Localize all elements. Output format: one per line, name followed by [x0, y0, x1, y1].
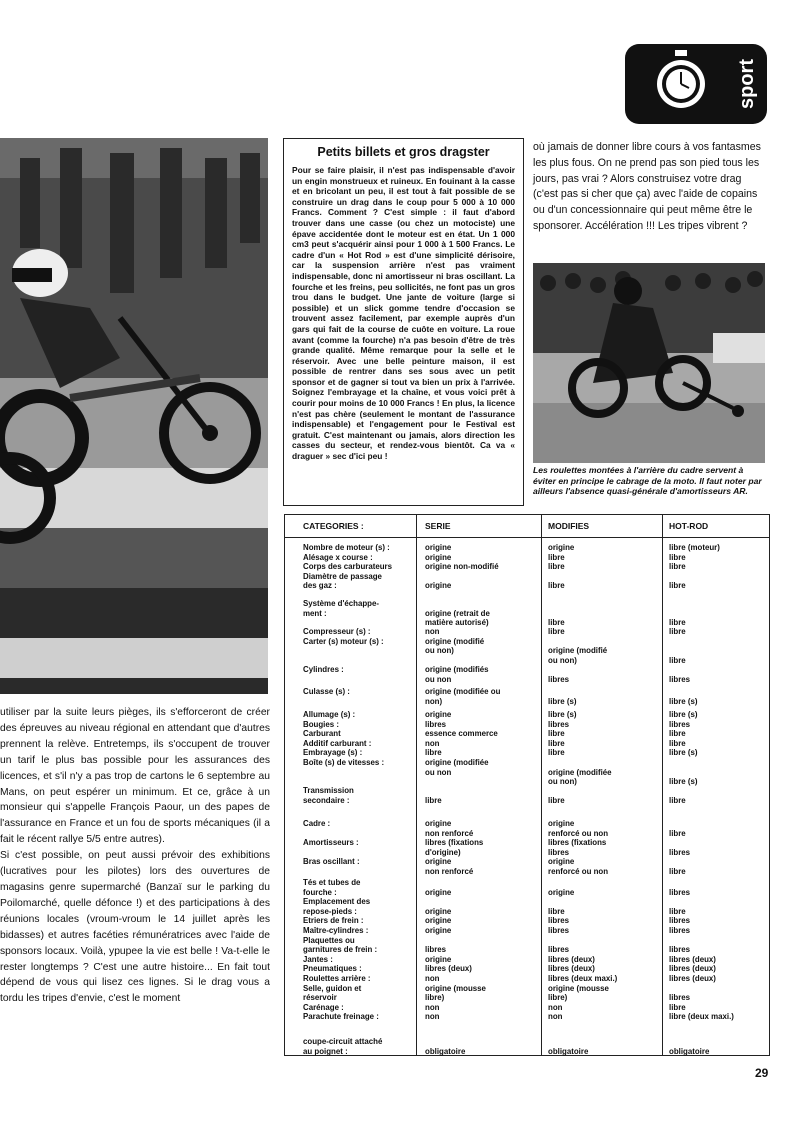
row-category: Transmission secondaire :: [303, 786, 354, 805]
row-serie: origine (modifiée ou non): [425, 687, 501, 706]
row-modifies: obligatoire: [548, 1046, 589, 1056]
row-category: Cadre : Amortisseurs : Bras oscillant :: [303, 819, 360, 867]
row-category: Culasse (s) :: [303, 687, 350, 696]
page-number: 29: [755, 1066, 769, 1080]
sidebar-article-body: Pour se faire plaisir, il n'est pas indispensable d'avoir un engin monstrueux et ruineux. En fouinant à la casse et en bricolant un peu, il est tout à fait possible de se construire un drag dans le coup pour 5 000 à 10 000 Francs. Comment ? C'est simple : il faut d'abord trouver dans une casse (ou chez un motociste) une épave accidentée dont le moteur est en état. Un 1 000 cm3 peut s'acquérir ainsi pour 1 000 à 1 500 Francs. Le cadre d'un « Hot Rod » est d'une simplicité dérisoire, car la suspension arrière n'est pas vraiment indispensable, donc ni amortisseur ni bras oscillant. La fourche et les freins, peu sollicités, ne font pas un gros trou dans le budget. Une jante de voiture (large si possible) et un slick gomme tendre d'occasion se trouvent assez facilement, par exemple auprès d'un gars qui fait de la course de cuôte en voiture. La roue avant (comme la fourche) n'a pas besoin d'être de très grande qualité. Même remarque pour la selle et le réservoir. Avec une belle peinture maison, il est possible de rentrer dans ses sous avec un petit sponsor et de gagner si tout va bien un prix à l'arrivée. Soignez l'embrayage et la chaîne, et vous voici prêt à courir pour moins de 10 000 Francs ! En plus, la licence n'est pas chère (seulement le montant de l'assurance indispensable) et l'engagement pour le Festival est gratuit. C'est maintenant ou jamais, alors direction les casses du secteur, et rendez-vous bientôt. Ca va « draguer » sec d'ici peu !: [292, 165, 515, 462]
row-category: Allumage (s) : Bougies : Carburant Additif carburant : Embrayage (s) : Boîte (s) de vitesses :: [303, 710, 385, 767]
header-modifies: MODIFIES: [548, 521, 590, 531]
row-category: Tés et tubes de fourche : Emplacement des repose-pieds : Etriers de frein : Maître-cylindres : Plaquettes ou garnitures de frein : Jantes : Pneumatiques : Roulettes arrière : Selle, guidon et réservoir Carénage : Parachute freinage :: [303, 878, 379, 1022]
row-hot-rod: libre libres libre: [669, 828, 691, 876]
row-serie: libre: [425, 795, 442, 805]
header-hot-rod: HOT-ROD: [669, 521, 709, 531]
row-modifies: libre: [548, 618, 565, 628]
row-category: Compresseur (s) : Carter (s) moteur (s) :: [303, 627, 384, 646]
row-serie: obligatoire: [425, 1046, 466, 1056]
stopwatch-icon: [653, 50, 709, 116]
row-serie: origine origine origine origine libres origine libres (deux) non origine (mousse libre) non non: [425, 887, 486, 1022]
row-hot-rod: libres: [669, 674, 691, 684]
row-modifies: origine renforcé ou non libres (fixations libres origine renforcé ou non: [548, 819, 609, 876]
sport-logo-text: [733, 52, 761, 116]
row-serie: non origine (modifié ou non): [425, 627, 485, 656]
header-serie: SERIE: [425, 521, 451, 531]
row-category: Cylindres :: [303, 665, 344, 674]
right-column-paragraph: où jamais de donner libre cours à vos fantasmes les plus fous. On ne prend pas son pied tous les jours, pas vrai ? Alors construisez votre drag (c'est pas si cher que ça) avec l'aide de copains ou d'un concessionnaire qui peut même être le sponsorer. Accélération !!! Les tripes vibrent ?: [533, 141, 761, 232]
row-serie: origine origine origine non-modifié origine: [425, 543, 499, 591]
dragster-motorcycle-photo: [0, 138, 268, 694]
categories-table: [284, 514, 770, 1056]
row-serie: origine (modifiés ou non: [425, 665, 489, 684]
row-modifies: libre origine (modifié ou non): [548, 627, 608, 665]
row-modifies: origine libre libres libres libres libres (deux) libres (deux) libres (deux maxi.) origine (mousse libre) non non: [548, 887, 618, 1022]
header-categories: CATEGORIES :: [303, 521, 364, 531]
left-column-paragraph-2: Si c'est possible, on peut aussi prévoir des exhibitions (lucratives pour les pilotes) lors des ouvertures de magasins genre supermarché (Banzaï sur le parking du Poilomarché, quelle défonce !) et des participations à des réunions locales (vroum-vroum le 14 juillet après les bidasses) et autres facéties rémunératrices avec l'aide de sponsors locaux. Voilà, ypupee la vie est belle ! Va-t-elle le rester longtemps ? C'est une autre histoire... En fait tout dépend de vous qui lisez ces lignes. Si le drag vous a tordu les tripes d'envie, c'est le moment: [0, 850, 270, 1005]
row-category: Nombre de moteur (s) : Alésage x course : Corps des carburateurs Diamètre de passage des gaz :: [303, 543, 393, 591]
row-serie: origine libres essence commerce non libre origine (modifiée ou non: [425, 710, 498, 777]
sidebar-article-title: Petits billets et gros dragster: [317, 145, 490, 159]
row-hot-rod: libre (moteur) libre libre libre: [669, 543, 720, 591]
row-hot-rod: libre libre: [669, 627, 686, 665]
magazine-section-logo: [625, 44, 767, 124]
row-hot-rod: libre: [669, 795, 686, 805]
row-hot-rod: libres libre libres libres libres libres (deux) libres (deux) libres (deux) libres libre libre (deux maxi.): [669, 887, 734, 1022]
row-hot-rod: libre (s) libres libre libre libre (s) libre (s): [669, 710, 698, 787]
row-hot-rod: obligatoire: [669, 1046, 710, 1056]
row-modifies: origine libre libre libre: [548, 543, 575, 591]
row-serie: origine non renforcé libres (fixations d'origine) origine non renforcé: [425, 819, 484, 876]
photo-caption: Les roulettes montées à l'arrière du cadre servent à éviter en principe le cabrage de la moto. Il faut noter par ailleurs l'absence quasi-générale d'amortisseurs AR.: [533, 465, 762, 496]
row-modifies: libre (s): [548, 696, 577, 706]
left-column-text: [0, 705, 270, 1007]
table-header: [285, 515, 769, 538]
left-column-paragraph-1: utiliser par la suite leurs pièges, ils s'efforceront de créer des épreuves au niveau régional en attendant que d'autres prennent la relève. Entretemps, ils s'occupent de trouver un tarif le plus bas possible pour les assurances des licences, et s'il n'y a pas trop de cartons le 6 septembre au Mans, on peut espérer un minimum. Et ce, grâce à un monsieur qui s'appelle François Paour, un des papes de l'assurance en France et un fou de sports mécaniques (il a fait le récent rallye 5/5 entre autres).: [0, 707, 270, 846]
row-hot-rod: libre: [669, 618, 686, 628]
dragster-race-photo: [533, 263, 765, 463]
svg-text:sport: sport: [736, 59, 758, 109]
row-category: Système d'échappe- ment :: [303, 599, 379, 618]
row-modifies: libre: [548, 795, 565, 805]
row-category: coupe-circuit attaché au poignet :: [303, 1037, 383, 1056]
row-modifies: libre (s) libres libre libre libre origine (modifiée ou non): [548, 710, 612, 787]
sidebar-article-box: [283, 138, 524, 506]
row-hot-rod: libre (s): [669, 696, 698, 706]
row-modifies: libres: [548, 674, 570, 684]
right-column-text: [533, 140, 765, 235]
row-serie: origine (retrait de matière autorisé): [425, 608, 490, 628]
